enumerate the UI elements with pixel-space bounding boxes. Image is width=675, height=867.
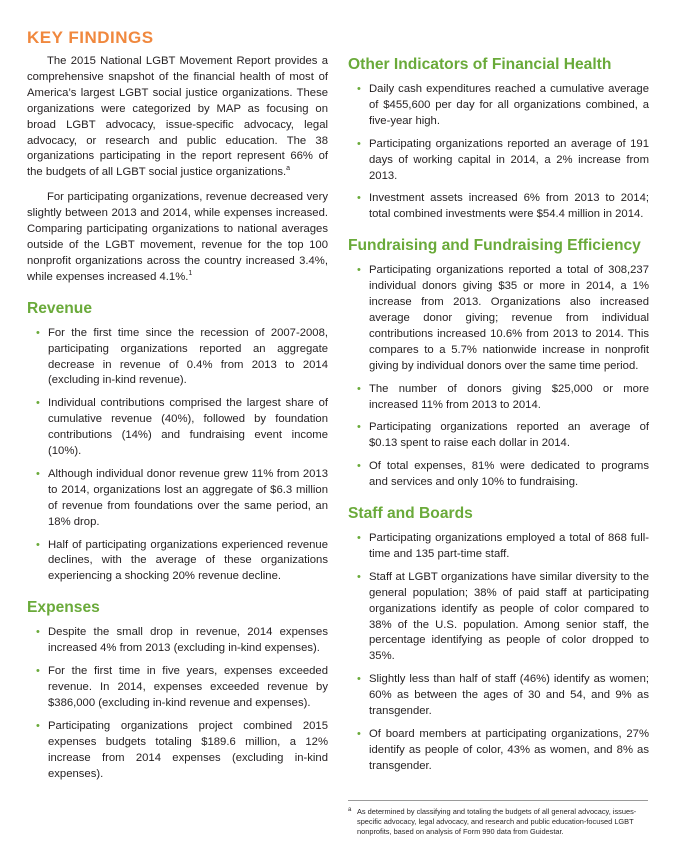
bullet-icon: •	[357, 83, 361, 95]
list-item-text: Participating organizations project combined 2015 expenses budgets totaling $189.6 million, a 12% increase from 2014 expenses (excluding in-kind expenses).	[48, 719, 328, 780]
bullet-icon: •	[357, 728, 361, 740]
list-item	[348, 672, 649, 720]
fundraising-list	[348, 263, 649, 491]
list-item-text: Of board members at participating organizations, 27% identify as people of color, 43% as women, and 8% as transgender.	[369, 728, 649, 772]
list-item	[27, 467, 328, 531]
bullet-icon: •	[357, 192, 361, 205]
list-item-text: The number of donors giving $25,000 or more increased 11% from 2013 to 2014.	[369, 382, 649, 411]
list-item-text: Individual contributions comprised the largest share of cumulative revenue (40%), followed by foundation contributions (14%) and fundraising event income (10%).	[48, 397, 328, 458]
bullet-icon: •	[36, 626, 40, 639]
list-item	[27, 664, 328, 712]
intro-paragraph-2-text: For participating organizations, revenue decreased very slightly between 2013 and 2014, while expenses increased. Comparing participating organizations to national averages outside of the LGBT movement, revenue for the top 100 nonprofit organizations across the country increased 3.4%, while expenses increased 4.1%.	[27, 191, 328, 283]
section-heading-revenue: Revenue	[27, 299, 93, 317]
revenue-list	[27, 326, 328, 586]
list-item-text: Investment assets increased 6% from 2013 to 2014; total combined investments were $54.4 million in 2014.	[369, 192, 649, 221]
left-column	[27, 54, 328, 789]
list-item	[27, 396, 328, 460]
bullet-icon: •	[357, 460, 361, 473]
bullet-icon: •	[36, 467, 40, 480]
bullet-icon: •	[36, 397, 40, 410]
list-item-text: Although individual donor revenue grew 11% from 2013 to 2014, organizations lost an aggregate of $6.3 million of revenue from foundations over the same period, an 18% drop.	[48, 467, 328, 528]
list-item	[27, 625, 328, 657]
list-item-text: For the first time in five years, expenses exceeded revenue. In 2014, expenses exceeded revenue by $386,000 (excluding in-kind revenue and expenses).	[48, 665, 328, 709]
expenses-list	[27, 625, 328, 782]
bullet-icon: •	[36, 326, 40, 339]
bullet-icon: •	[357, 570, 361, 583]
list-item-text: Participating organizations reported an average of 191 days of working capital in 2014, a 2% increase from 2013.	[369, 137, 649, 182]
intro-paragraph-2	[27, 190, 328, 285]
list-item-text: Half of participating organizations experienced revenue declines, with the average of these organizations experiencing a shocking 20% revenue decline.	[48, 538, 328, 583]
bullet-icon: •	[357, 421, 361, 434]
footnote-ref-a: a	[286, 165, 291, 173]
footnote	[348, 807, 649, 836]
list-item-text: For the first time since the recession of 2007-2008, participating organizations reported an aggregate decrease in revenue of 0.4% from 2013 to 2014 (excluding in-kind revenue).	[48, 326, 328, 387]
list-item	[27, 538, 328, 586]
list-item	[348, 531, 649, 563]
list-item-text: Daily cash expenditures reached a cumulative average of $455,600 per day for all organizations combined, a five-year high.	[369, 83, 649, 127]
list-item	[348, 191, 649, 223]
footnote-divider	[348, 800, 648, 801]
list-item-text: Participating organizations reported an average of $0.13 spent to raise each dollar in 2014.	[369, 421, 649, 450]
bullet-icon: •	[36, 719, 40, 732]
right-column	[348, 56, 649, 782]
list-item	[348, 420, 649, 452]
intro-paragraph-1	[27, 54, 328, 181]
footnote-ref-1: 1	[188, 270, 193, 278]
section-heading-staff: Staff and Boards	[348, 505, 473, 523]
bullet-icon: •	[36, 538, 40, 551]
bullet-icon: •	[357, 382, 361, 395]
financial-health-list	[348, 82, 649, 223]
bullet-icon: •	[357, 137, 361, 150]
list-item	[348, 459, 649, 491]
section-heading-financial-health: Other Indicators of Financial Health	[348, 56, 612, 73]
list-item	[348, 82, 649, 130]
list-item	[27, 719, 328, 783]
list-item-text: Participating organizations employed a total of 868 full-time and 135 part-time staff.	[369, 532, 649, 560]
bullet-icon: •	[357, 673, 361, 686]
list-item	[348, 263, 649, 374]
footnote-text: As determined by classifying and totaling the budgets of all general advocacy, issues-specific advocacy, legal advocacy, and research and public education-focused LGBT nonprofits, based on analysis of Form 990 data from Guidestar.	[357, 807, 637, 836]
intro-paragraph-1-text: The 2015 National LGBT Movement Report provides a comprehensive snapshot of the financial health of most of America’s largest LGBT social justice organizations. These organizations were categorized by MAP as focusing on broad LGBT advocacy, issue-specific advocacy, legal advocacy, or research and public education. The 38 organizations participating in the report represent 66% of the budgets of all LGBT social justice organizations.	[27, 55, 328, 179]
section-heading-fundraising: Fundraising and Fundraising Efficiency	[348, 237, 641, 255]
section-heading-expenses: Expenses	[27, 599, 100, 617]
list-item-text: Despite the small drop in revenue, 2014 expenses increased 4% from 2013 (excluding in-kind expenses).	[48, 626, 328, 655]
staff-list	[348, 531, 649, 775]
bullet-icon: •	[357, 264, 361, 277]
list-item	[348, 727, 649, 775]
list-item-text: Participating organizations reported a total of 308,237 individual donors giving $35 or more in 2014, a 1% increase from 2013. Organizations also increased average donor giving; revenue from individual contributions increased 10.6% from 2013 to 2014. This compares to a 5.7% nationwide increase in nonprofit giving by individual donors over the same time period.	[369, 264, 649, 372]
list-item-text: Of total expenses, 81% were dedicated to programs and services and only 10% to fundraising.	[369, 460, 649, 489]
footnote-mark: a	[348, 807, 352, 813]
list-item	[27, 326, 328, 390]
bullet-icon: •	[357, 532, 361, 545]
list-item	[348, 570, 649, 665]
list-item	[348, 382, 649, 414]
list-item-text: Staff at LGBT organizations have similar diversity to the general population; 38% of paid staff at participating organizations identify as people of color compared to 38% of the U.S. population. Among senior staff, the percentage identifying as people of color dropped to 35%.	[369, 570, 649, 663]
page-title: KEY FINDINGS	[27, 28, 154, 47]
list-item	[348, 137, 649, 185]
list-item-text: Slightly less than half of staff (46%) identify as women; 60% as between the ages of 30 and 54, and 9% as transgender.	[369, 673, 649, 718]
bullet-icon: •	[36, 665, 40, 678]
